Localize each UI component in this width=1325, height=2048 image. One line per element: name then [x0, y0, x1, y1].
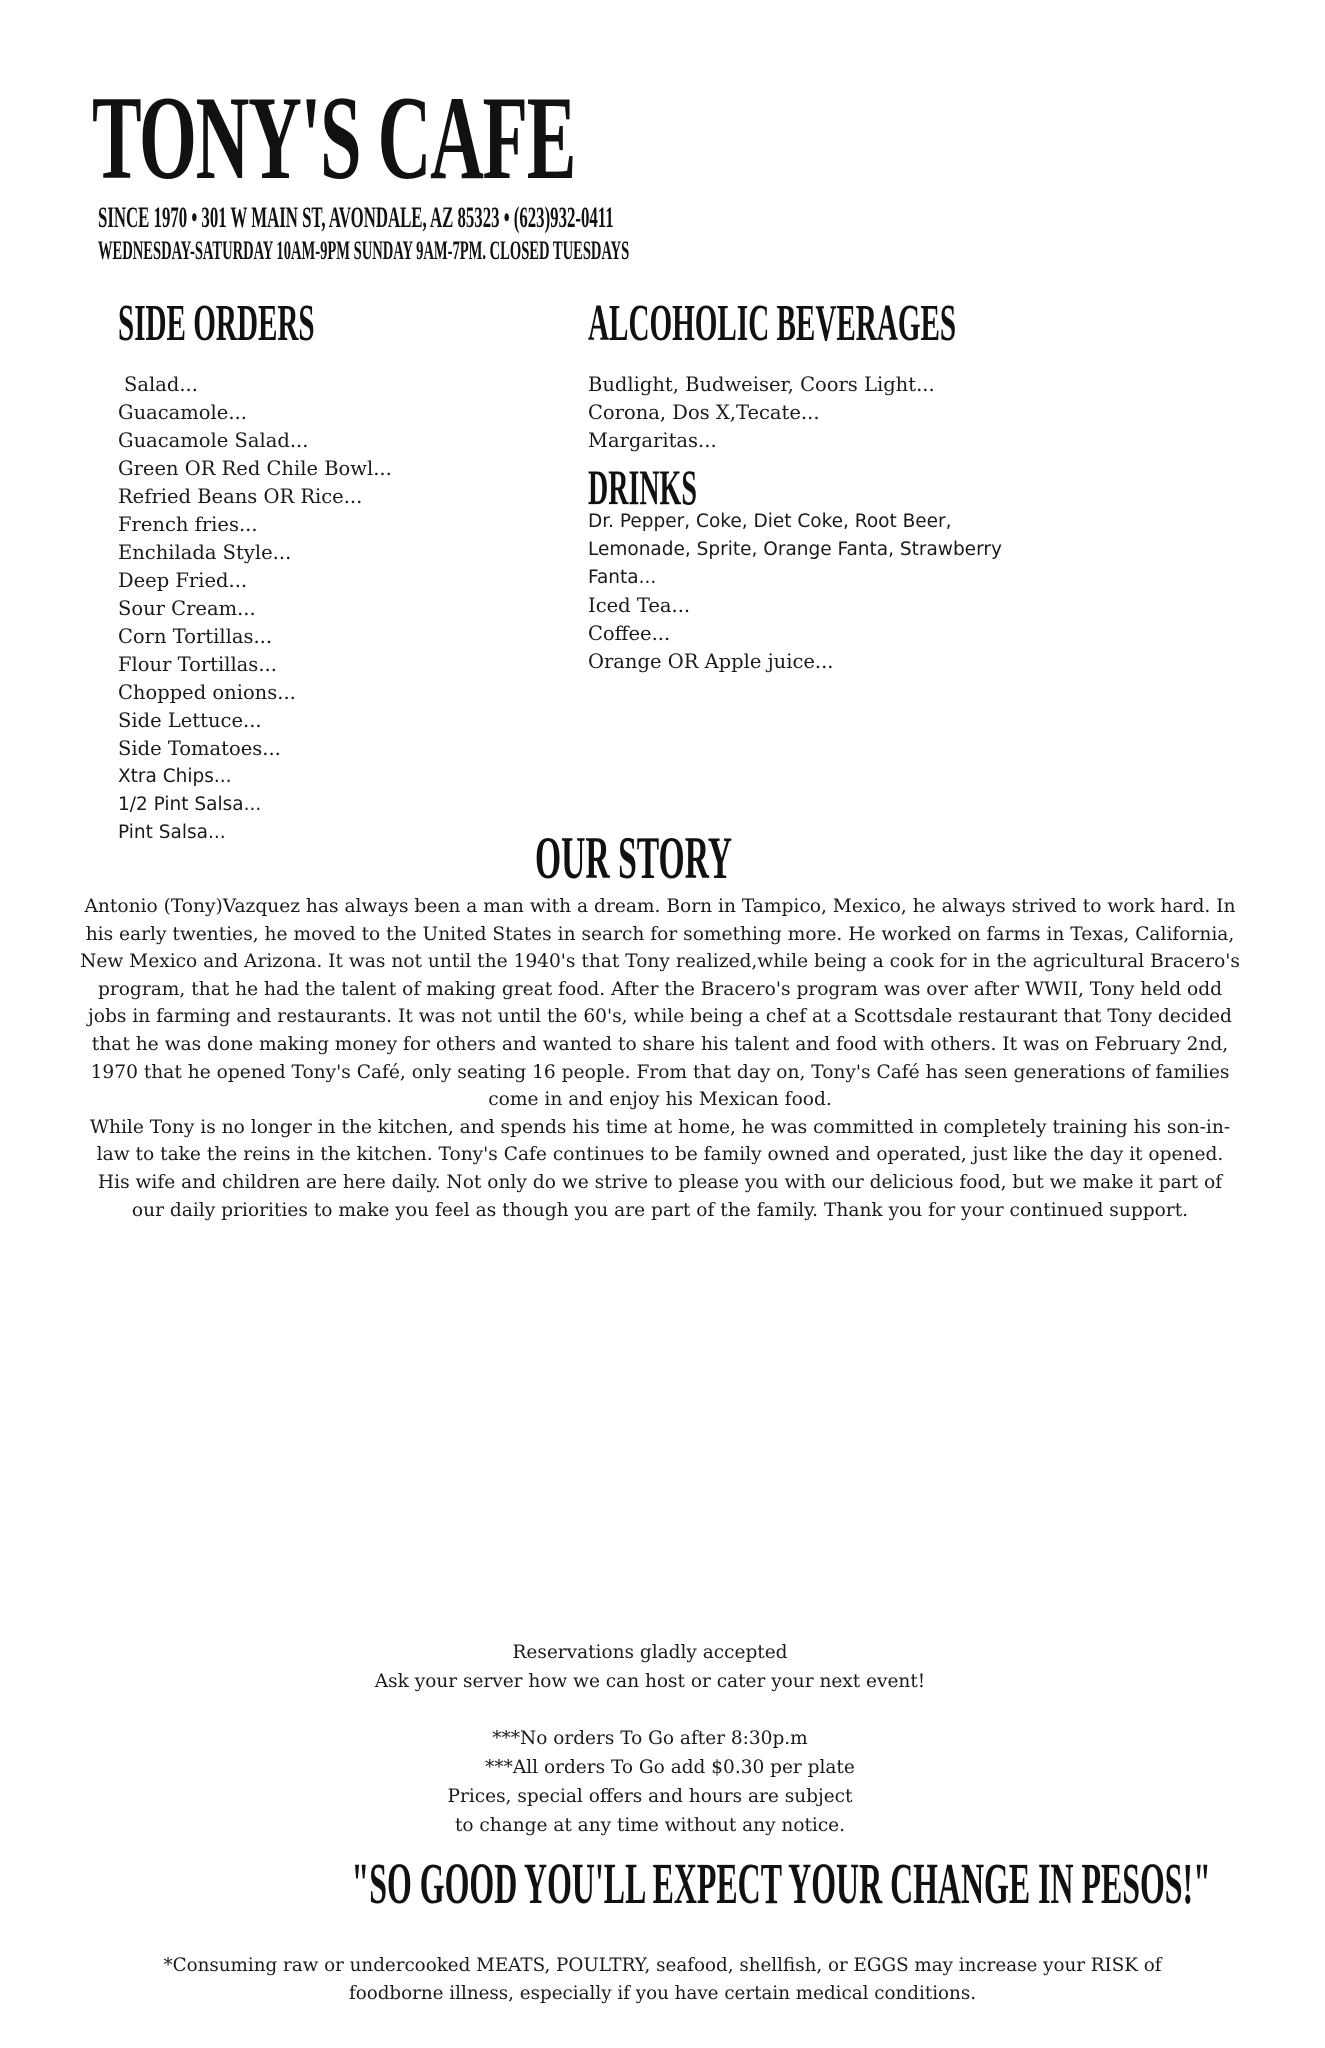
our-story-text — [80, 893, 1240, 1224]
cafe-title: TONY'S CAFE — [92, 71, 576, 204]
list-item: Enchilada Style... — [118, 541, 292, 564]
list-item: Margaritas... — [588, 429, 717, 452]
prices-note-continued: to change at any time without any notice. — [454, 1815, 846, 1836]
list-item: Budlight, Budweiser, Coors Light... — [588, 373, 935, 396]
story-paragraph: While Tony is no longer in the kitchen, and spends his time at home, he was committed in completely training his son-in-law to take the reins in the kitchen. Tony's Cafe continues to be family owned and operated, just like the day it opened. His wife and children are here daily. Not only do we strive to please you with our delicious food, but we make it part of our daily priorities to make you feel as though you are part of the family. Thank you for your continued support. — [89, 1116, 1231, 1221]
spacer — [350, 1696, 950, 1724]
slogan-container — [0, 1851, 1325, 1916]
list-item: Salad... — [124, 373, 198, 396]
side-orders-heading: SIDE ORDERS — [118, 295, 315, 352]
story-paragraph: Antonio (Tony)Vazquez has always been a man with a dream. Born in Tampico, Mexico, he always strived to work hard. In his early twenties, he moved to the United States in search for something more. He worked on farms in Texas, California, New Mexico and Arizona. It was not until the 1940's that Tony realized,while being a cook for in the agricultural Bracero's program, that he had the talent of making great food. After the Bracero's program was over after WWII, Tony held odd jobs in farming and restaurants. It was not until the 60's, while being a chef at a Scottsdale restaurant that Tony decided that he was done making money for others and wanted to share his talent and food with others. It was on February 2nd, 1970 that he opened Tony's Café, only seating 16 people. From that day on, Tony's Café has seen generations of families come in and enjoy his Mexican food. — [80, 896, 1240, 1111]
hours-line: WEDNESDAY-SATURDAY 10AM-9PM SUNDAY 9AM-7PM. CLOSED TUESDAYS — [98, 236, 630, 265]
alcoholic-beverages-heading: ALCOHOLIC BEVERAGES — [588, 295, 957, 352]
list-item: Chopped onions... — [118, 681, 296, 704]
list-item: French fries... — [118, 513, 258, 536]
address-line: SINCE 1970 • 301 W MAIN ST, AVONDALE, AZ 85323 • (623)932-0411 — [98, 201, 614, 234]
list-item: Sour Cream... — [118, 597, 256, 620]
list-item: Flour Tortillas... — [118, 653, 277, 676]
list-item: Coffee... — [588, 622, 671, 645]
drinks-list — [588, 508, 1018, 676]
list-item: Corona, Dos X,Tecate... — [588, 401, 820, 424]
list-item: Guacamole Salad... — [118, 429, 309, 452]
alcoholic-beverages-list — [588, 371, 935, 455]
our-story-heading: OUR STORY — [535, 825, 733, 891]
prices-note: Prices, special offers and hours are subject — [447, 1786, 853, 1807]
list-item: Green OR Red Chile Bowl... — [118, 457, 392, 480]
list-item: Corn Tortillas... — [118, 625, 273, 648]
slogan: "SO GOOD YOU'LL EXPECT YOUR CHANGE IN PESOS!" — [351, 1851, 1211, 1916]
list-item: Xtra Chips... — [118, 766, 232, 787]
list-item: Iced Tea... — [588, 594, 691, 617]
to-go-fee-note: ***All orders To Go add $0.30 per plate — [485, 1757, 855, 1778]
list-item: Dr. Pepper, Coke, Diet Coke, Root Beer, Lemonade, Sprite, Orange Fanta, Strawberry Fanta... — [588, 511, 1002, 588]
food-safety-disclaimer: *Consuming raw or undercooked MEATS, POULTRY, seafood, shellfish, or EGGS may increase your RISK of foodborne illness, especially if you have certain medical conditions. — [163, 1955, 1162, 2004]
list-item: Refried Beans OR Rice... — [118, 485, 363, 508]
list-item: Orange OR Apple juice... — [588, 650, 834, 673]
list-item: Side Lettuce... — [118, 709, 262, 732]
notes-block — [350, 1638, 950, 1840]
drinks-heading: DRINKS — [588, 459, 697, 515]
list-item: Side Tomatoes... — [118, 737, 281, 760]
catering-note: Ask your server how we can host or cater your next event! — [374, 1671, 926, 1692]
list-item: Deep Fried... — [118, 569, 248, 592]
list-item: Pint Salsa... — [118, 822, 226, 843]
side-orders-list — [118, 371, 392, 847]
list-item: 1/2 Pint Salsa... — [118, 794, 262, 815]
list-item: Guacamole... — [118, 401, 247, 424]
to-go-cutoff-note: ***No orders To Go after 8:30p.m — [492, 1728, 808, 1749]
reservations-note: Reservations gladly accepted — [512, 1642, 788, 1663]
